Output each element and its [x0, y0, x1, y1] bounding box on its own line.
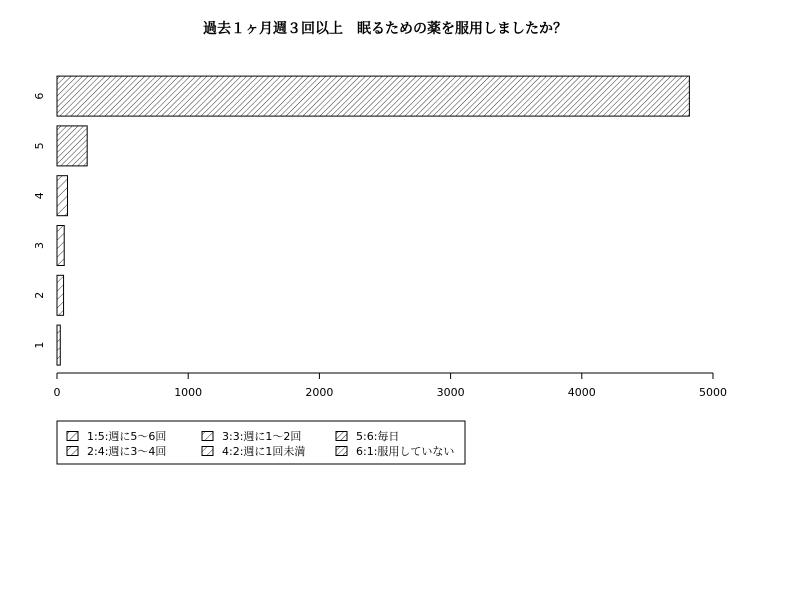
- y-tick-label: 6: [33, 92, 46, 100]
- y-axis: [33, 93, 46, 349]
- x-tick-label: 2000: [305, 386, 334, 399]
- bar-4: [57, 176, 67, 216]
- y-tick-label: 3: [33, 242, 46, 249]
- y-tick-label: 2: [33, 291, 46, 299]
- bar-2: [57, 275, 64, 315]
- bar-1: [57, 325, 60, 365]
- x-tick-label: 0: [53, 386, 61, 399]
- x-tick-label: 3000: [436, 386, 465, 399]
- bar-3: [57, 226, 64, 266]
- bar-6: [57, 76, 689, 116]
- legend-label: 2:4:週に3〜4回: [87, 445, 167, 458]
- y-tick-label: 4: [33, 192, 46, 200]
- bars-group: [57, 76, 689, 365]
- legend-swatch: [336, 432, 347, 441]
- x-tick-label: 5000: [699, 386, 727, 399]
- legend-label: 1:5:週に5〜6回: [87, 430, 167, 443]
- legend-label: 5:6:毎日: [356, 430, 400, 443]
- legend-swatch: [202, 432, 213, 441]
- x-tick-label: 4000: [567, 386, 596, 399]
- legend-label: 3:3:週に1〜2回: [222, 430, 302, 443]
- chart-title: 過去１ヶ月週３回以上 眠るための薬を服用しましたか？: [203, 21, 567, 37]
- legend-swatch: [67, 432, 78, 441]
- x-tick-label: 1000: [174, 386, 203, 399]
- legend-label: 4:2:週に1回未満: [222, 445, 306, 458]
- y-tick-label: 1: [33, 341, 46, 349]
- legend-swatch: [336, 447, 347, 456]
- legend-swatch: [202, 447, 213, 456]
- legend: [57, 421, 465, 464]
- bar-5: [57, 126, 87, 166]
- x-axis: [54, 373, 728, 399]
- legend-label: 6:1:服用していない: [356, 445, 455, 458]
- y-tick-label: 5: [33, 142, 46, 150]
- legend-swatch: [67, 447, 78, 456]
